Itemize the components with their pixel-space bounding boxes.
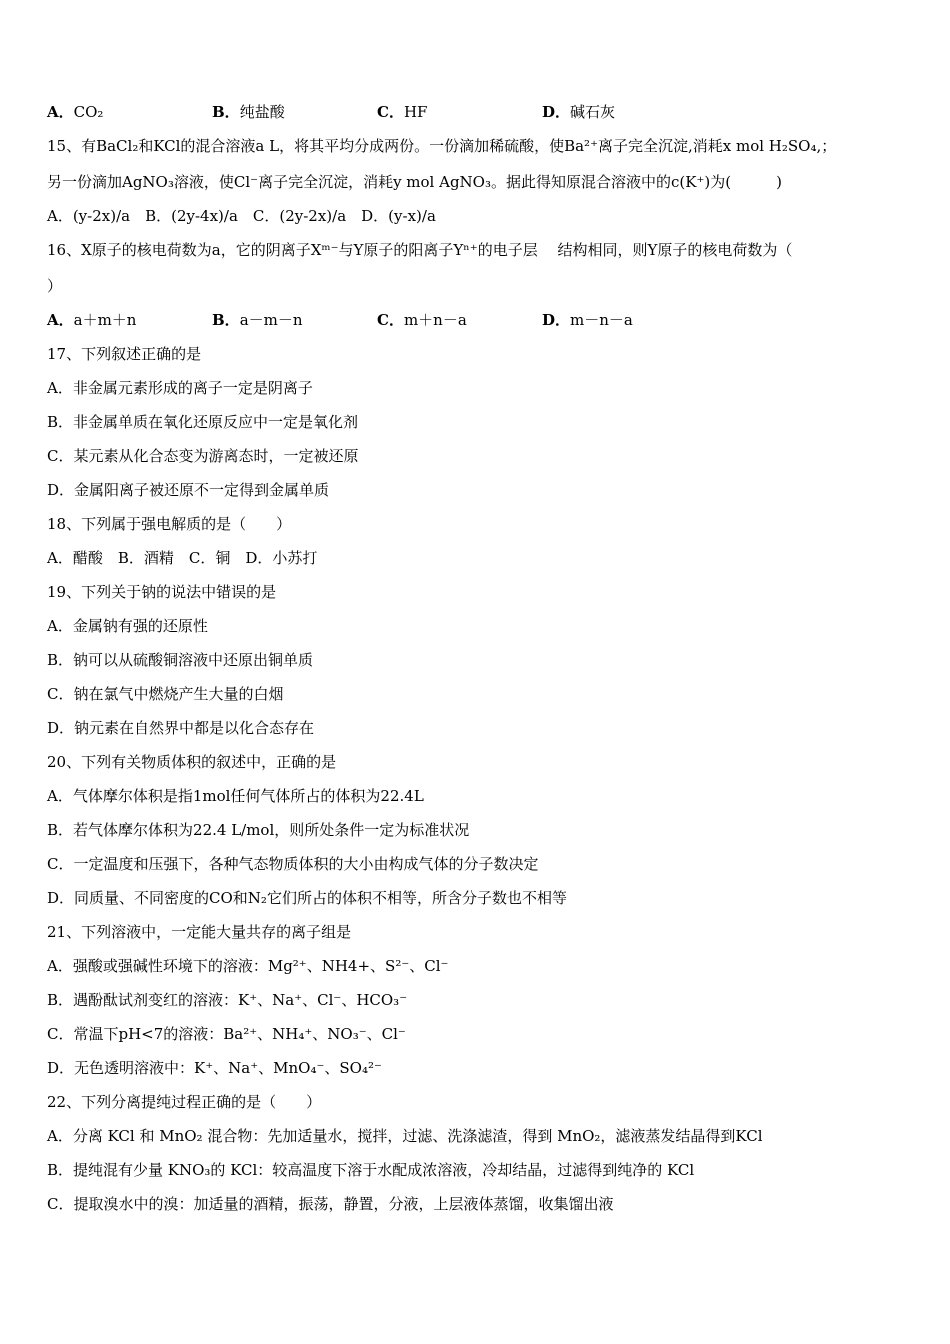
q16-options bbox=[47, 308, 907, 342]
answer-option: A．分离 KCl 和 MnO₂ 混合物：先加适量水，搅拌，过滤、洗涤滤渣，得到 MnO₂，滤液蒸发结晶得到KCl bbox=[47, 1127, 763, 1145]
answer-option: D．钠元素在自然界中都是以化合态存在 bbox=[47, 719, 315, 737]
answer-option: C．一定温度和压强下，各种气态物质体积的大小由构成气体的分子数决定 bbox=[47, 855, 539, 873]
question-stem: 20、下列有关物质体积的叙述中，正确的是 bbox=[47, 753, 337, 771]
option-a: A．a＋m＋n bbox=[47, 311, 137, 329]
answer-option: D．同质量、不同密度的CO和N₂它们所占的体积不相等，所含分子数也不相等 bbox=[47, 889, 567, 907]
answer-option: A．非金属元素形成的离子一定是阴离子 bbox=[47, 379, 313, 397]
option-a: A．CO₂ bbox=[47, 103, 104, 121]
answer-option: C．常温下pH<7的溶液：Ba²⁺、NH₄⁺、NO₃⁻、Cl⁻ bbox=[47, 1025, 406, 1043]
q14-options bbox=[47, 100, 907, 134]
question-stem: 19、下列关于钠的说法中错误的是 bbox=[47, 583, 277, 601]
answer-option: C．某元素从化合态变为游离态时，一定被还原 bbox=[47, 447, 359, 465]
answer-option: B．非金属单质在氧化还原反应中一定是氧化剂 bbox=[47, 413, 359, 431]
option-c: C．HF bbox=[377, 103, 428, 121]
q15-options: A．(y-2x)/a B．(2y-4x)/a C．(2y-2x)/a D．(y-x)/a bbox=[47, 207, 436, 225]
option-c: C．m＋n－a bbox=[377, 311, 467, 329]
document-page bbox=[47, 100, 907, 1226]
answer-option: B．若气体摩尔体积为22.4 L/mol，则所处条件一定为标准状况 bbox=[47, 821, 470, 839]
question-stem: 18、下列属于强电解质的是（ ） bbox=[47, 515, 292, 533]
q15-stem-line1: 15、有BaCl₂和KCl的混合溶液a L，将其平均分成两份。一份滴加稀硫酸，使Ba²⁺离子完全沉淀,消耗x mol H₂SO₄,； bbox=[47, 137, 837, 155]
answer-option: B．钠可以从硫酸铜溶液中还原出铜单质 bbox=[47, 651, 314, 669]
option-d: D．m－n－a bbox=[542, 311, 633, 329]
answer-option: C．钠在氯气中燃烧产生大量的白烟 bbox=[47, 685, 284, 703]
answer-option: B．遇酚酞试剂变红的溶液：K⁺、Na⁺、Cl⁻、HCO₃⁻ bbox=[47, 991, 408, 1009]
question-stem: 22、下列分离提纯过程正确的是（ ） bbox=[47, 1093, 322, 1111]
answer-option: A．醋酸 B．酒精 C．铜 D．小苏打 bbox=[47, 549, 318, 567]
question-stem: 17、下列叙述正确的是 bbox=[47, 345, 202, 363]
answer-option: A．气体摩尔体积是指1mol任何气体所占的体积为22.4L bbox=[47, 787, 424, 805]
answer-option: C．提取溴水中的溴：加适量的酒精，振荡，静置，分液，上层液体蒸馏，收集馏出液 bbox=[47, 1195, 614, 1213]
answer-option: A．强酸或强碱性环境下的溶液：Mg²⁺、NH4+、S²⁻、Cl⁻ bbox=[47, 957, 449, 975]
option-d: D．碱石灰 bbox=[542, 103, 616, 121]
q16-stem-line2: ） bbox=[47, 277, 63, 295]
option-b: B．纯盐酸 bbox=[212, 103, 285, 121]
answer-option: D．金属阳离子被还原不一定得到金属单质 bbox=[47, 481, 330, 499]
answer-option: D．无色透明溶液中：K⁺、Na⁺、MnO₄⁻、SO₄²⁻ bbox=[47, 1059, 382, 1077]
answer-option: B．提纯混有少量 KNO₃的 KCl：较高温度下溶于水配成浓溶液，冷却结晶，过滤得到纯净的 KCl bbox=[47, 1161, 695, 1179]
question-stem: 21、下列溶液中，一定能大量共存的离子组是 bbox=[47, 923, 352, 941]
question-lines bbox=[47, 342, 907, 1226]
q15-stem-line2: 另一份滴加AgNO₃溶液，使Cl⁻离子完全沉淀，消耗y mol AgNO₃。据此得知原混合溶液中的c(K⁺)为( ) bbox=[47, 173, 782, 191]
q16-stem-line1: 16、X原子的核电荷数为a，它的阴离子Xᵐ⁻与Y原子的阳离子Yⁿ⁺的电子层 结构相同，则Y原子的核电荷数为（ bbox=[47, 241, 793, 259]
answer-option: A．金属钠有强的还原性 bbox=[47, 617, 208, 635]
option-b: B．a－m－n bbox=[212, 311, 303, 329]
